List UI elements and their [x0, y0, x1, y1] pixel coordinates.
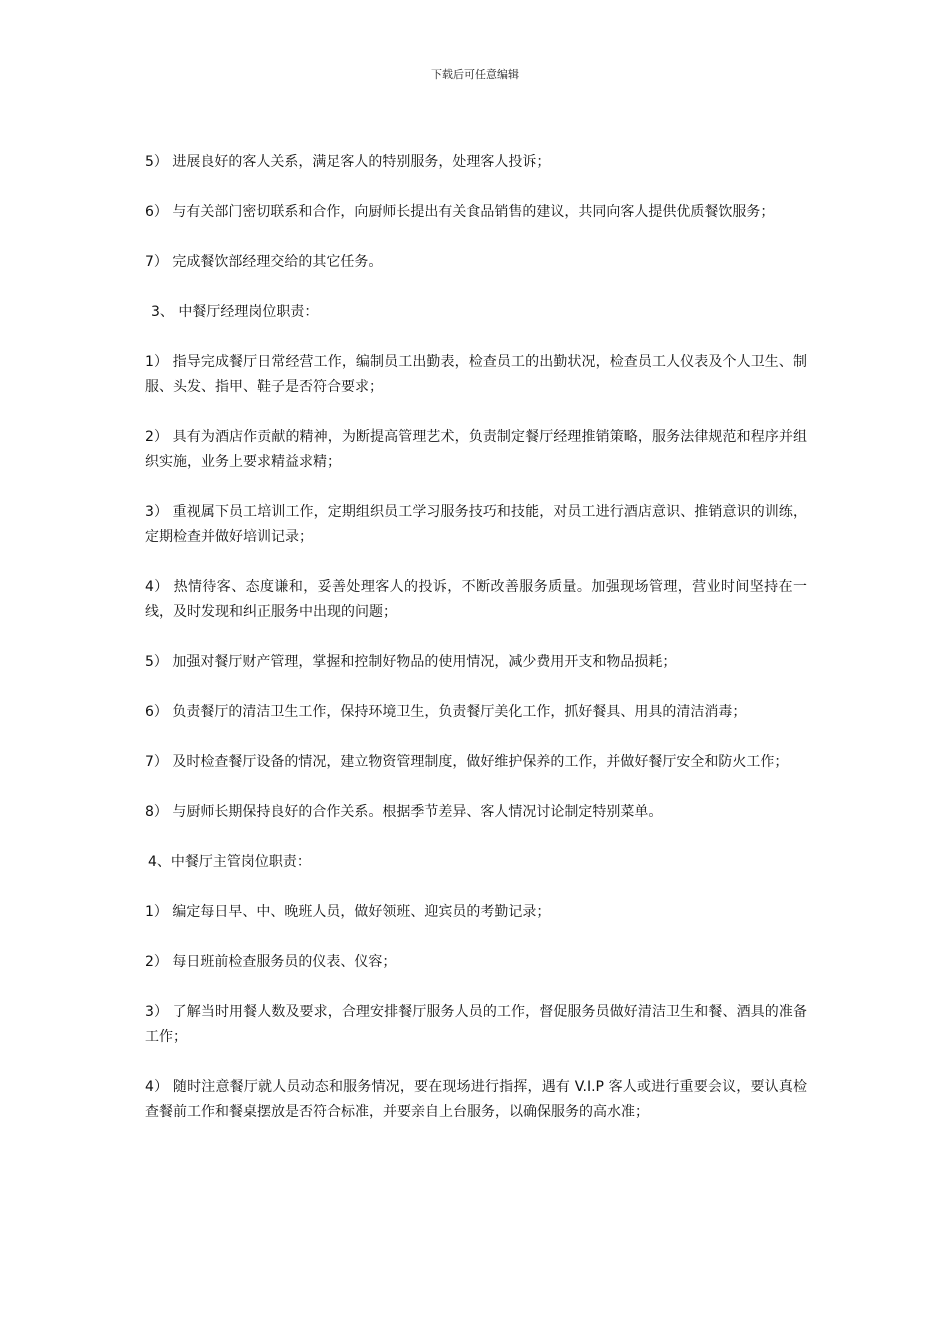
- section-heading: 3、 中餐厅经理岗位职责：: [151, 304, 319, 320]
- list-item: 7） 完成餐饮部经理交给的其它任务。: [145, 254, 383, 270]
- list-item: 8） 与厨师长期保持良好的合作关系。根据季节差异、客人情况讨论制定特别菜单。: [145, 804, 663, 820]
- list-item: 3） 重视属下员工培训工作，定期组织员工学习服务技巧和技能，对员工进行酒店意识、推销意识的训练，定期检查并做好培训记录；: [145, 504, 807, 545]
- list-item: 2） 具有为酒店作贡献的精神，为断提高管理艺术，负责制定餐厅经理推销策略，服务法律规范和程序并组织实施，业务上要求精益求精；: [145, 429, 807, 470]
- list-item: 6） 负责餐厅的清洁卫生工作，保持环境卫生，负责餐厅美化工作，抓好餐具、用具的清洁消毒；: [145, 704, 747, 720]
- list-item: 1） 指导完成餐厅日常经营工作，编制员工出勤表，检查员工的出勤状况，检查员工人仪表及个人卫生、制服、头发、指甲、鞋子是否符合要求；: [145, 354, 807, 395]
- document-body: [145, 150, 807, 1150]
- list-item: 3） 了解当时用餐人数及要求，合理安排餐厅服务人员的工作，督促服务员做好清洁卫生和餐、酒具的准备工作；: [145, 1004, 807, 1045]
- list-item: 1） 编定每日早、中、晚班人员，做好领班、迎宾员的考勤记录；: [145, 904, 551, 920]
- list-item: 2） 每日班前检查服务员的仪表、仪容；: [145, 954, 397, 970]
- list-item: 5） 加强对餐厅财产管理，掌握和控制好物品的使用情况，减少费用开支和物品损耗；: [145, 654, 677, 670]
- section-heading: 4、中餐厅主管岗位职责：: [148, 854, 311, 870]
- page-header: 下载后可任意编辑: [431, 68, 519, 81]
- list-item: 4） 热情待客、态度谦和，妥善处理客人的投诉，不断改善服务质量。加强现场管理，营业时间坚持在一线，及时发现和纠正服务中出现的问题；: [145, 579, 807, 620]
- list-item: 7） 及时检查餐厅设备的情况，建立物资管理制度，做好维护保养的工作，并做好餐厅安全和防火工作；: [145, 754, 789, 770]
- list-item: 4） 随时注意餐厅就人员动态和服务情况，要在现场进行指挥，遇有 V.I.P 客人或进行重要会议，要认真检查餐前工作和餐桌摆放是否符合标准，并要亲自上台服务，以确保服务的高水准；: [145, 1079, 807, 1120]
- list-item: 6） 与有关部门密切联系和合作，向厨师长提出有关食品销售的建议，共同向客人提供优质餐饮服务；: [145, 204, 775, 220]
- list-item: 5） 进展良好的客人关系，满足客人的特别服务，处理客人投诉；: [145, 154, 551, 170]
